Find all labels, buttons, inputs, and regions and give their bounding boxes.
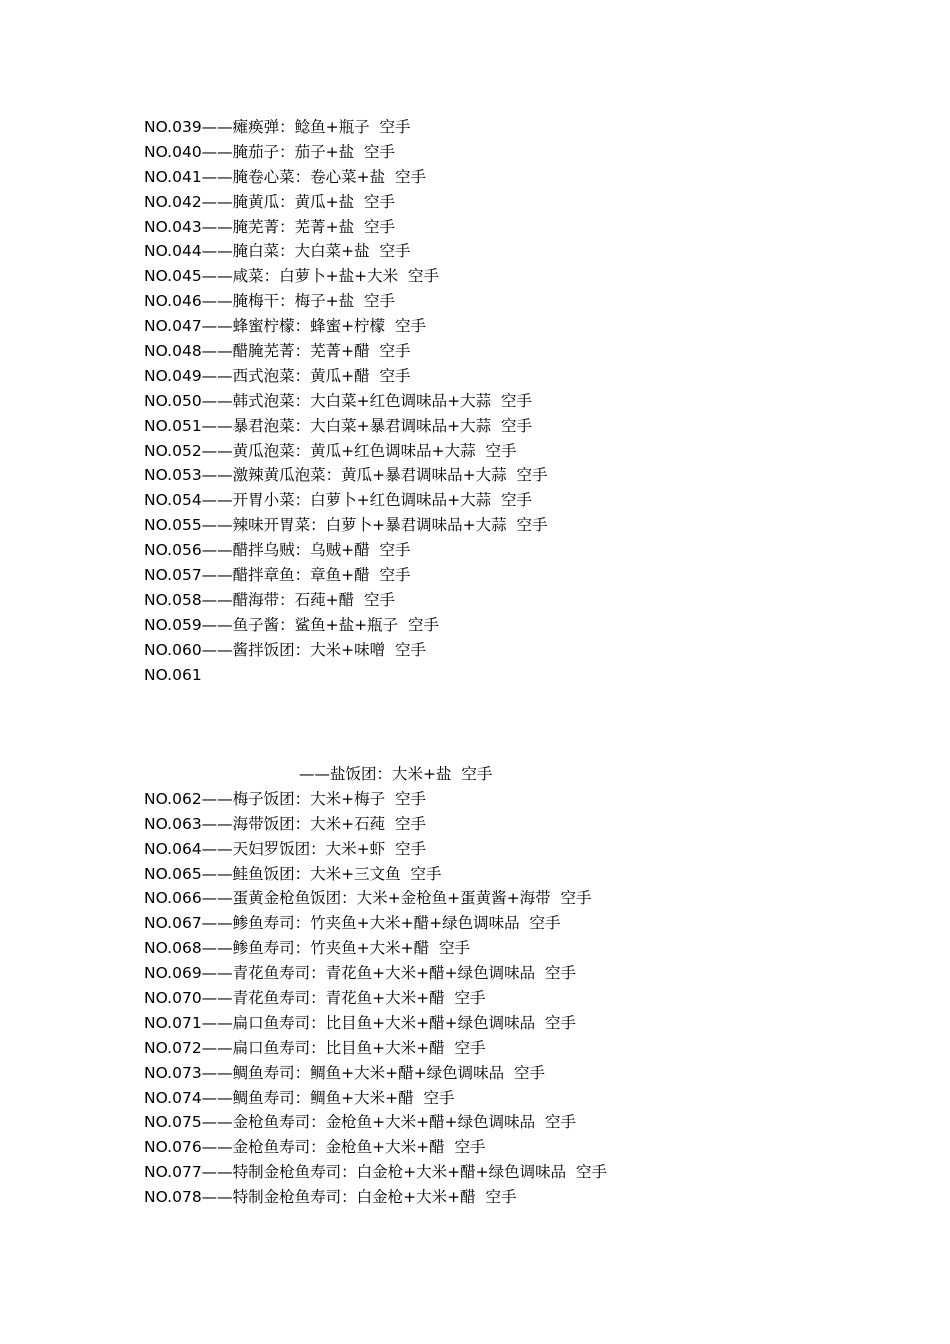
recipe-line: NO.048——醋腌芜菁：芜菁+醋 空手 xyxy=(144,342,411,361)
recipe-line: NO.070——青花鱼寿司：青花鱼+大米+醋 空手 xyxy=(144,989,486,1008)
recipe-line: NO.039——瘫痪弹：鲶鱼+瓶子 空手 xyxy=(144,118,411,136)
recipe-line: NO.074——鲷鱼寿司：鲷鱼+大米+醋 空手 xyxy=(144,1088,455,1107)
recipe-line: NO.066——蛋黄金枪鱼饭团：大米+金枪鱼+蛋黄酱+海带 空手 xyxy=(144,889,592,908)
recipe-line: NO.077——特制金枪鱼寿司：白金枪+大米+醋+绿色调味品 空手 xyxy=(144,1163,607,1182)
recipe-line: NO.040——腌茄子：茄子+盐 空手 xyxy=(144,142,396,161)
recipe-line: NO.041——腌卷心菜：卷心菜+盐 空手 xyxy=(144,167,427,186)
recipe-line: NO.043——腌芜菁：芜菁+盐 空手 xyxy=(144,217,396,236)
recipe-line: NO.052——黄瓜泡菜：黄瓜+红色调味品+大蒜 空手 xyxy=(144,441,517,460)
recipe-line: NO.044——腌白菜：大白菜+盐 空手 xyxy=(144,242,411,261)
recipe-line: NO.075——金枪鱼寿司：金枪鱼+大米+醋+绿色调味品 空手 xyxy=(144,1113,576,1132)
recipe-list-section-2 xyxy=(144,762,904,1210)
recipe-line: NO.046——腌梅干：梅子+盐 空手 xyxy=(144,292,396,311)
recipe-line: NO.071——扁口鱼寿司：比目鱼+大米+醋+绿色调味品 空手 xyxy=(144,1013,576,1032)
recipe-line: NO.063——海带饭团：大米+石莼 空手 xyxy=(144,814,427,833)
recipe-line: NO.073——鲷鱼寿司：鲷鱼+大米+醋+绿色调味品 空手 xyxy=(144,1063,545,1082)
recipe-line: NO.045——咸菜：白萝卜+盐+大米 空手 xyxy=(144,267,440,286)
recipe-line: NO.060——酱拌饭团：大米+味噌 空手 xyxy=(144,640,427,659)
recipe-line: NO.047——蜂蜜柠檬：蜂蜜+柠檬 空手 xyxy=(144,317,427,336)
recipe-line: NO.065——鲑鱼饭团：大米+三文鱼 空手 xyxy=(144,864,442,883)
recipe-line: NO.069——青花鱼寿司：青花鱼+大米+醋+绿色调味品 空手 xyxy=(144,964,576,983)
recipe-line: NO.076——金枪鱼寿司：金枪鱼+大米+醋 空手 xyxy=(144,1138,486,1157)
recipe-line: NO.055——辣味开胃菜：白萝卜+暴君调味品+大蒜 空手 xyxy=(144,516,548,535)
recipe-line: NO.042——腌黄瓜：黄瓜+盐 空手 xyxy=(144,192,396,211)
recipe-line: NO.049——西式泡菜：黄瓜+醋 空手 xyxy=(144,366,411,385)
recipe-line: NO.068——鲹鱼寿司：竹夹鱼+大米+醋 空手 xyxy=(144,939,471,958)
recipe-line: NO.078——特制金枪鱼寿司：白金枪+大米+醋 空手 xyxy=(144,1188,517,1207)
recipe-line: NO.051——暴君泡菜：大白菜+暴君调味品+大蒜 空手 xyxy=(144,416,533,435)
recipe-line: NO.067——鲹鱼寿司：竹夹鱼+大米+醋+绿色调味品 空手 xyxy=(144,914,561,933)
recipe-list-section-1 xyxy=(144,115,904,687)
recipe-line: NO.057——醋拌章鱼：章鱼+醋 空手 xyxy=(144,566,411,585)
recipe-line: NO.053——激辣黄瓜泡菜：黄瓜+暴君调味品+大蒜 空手 xyxy=(144,466,548,485)
recipe-line: NO.050——韩式泡菜：大白菜+红色调味品+大蒜 空手 xyxy=(144,391,533,410)
recipe-line: NO.072——扁口鱼寿司：比目鱼+大米+醋 空手 xyxy=(144,1038,486,1057)
recipe-line: NO.064——天妇罗饭团：大米+虾 空手 xyxy=(144,839,427,858)
recipe-line: NO.054——开胃小菜：白萝卜+红色调味品+大蒜 空手 xyxy=(144,491,533,510)
recipe-continuation-line: ——盐饭团：大米+盐 空手 xyxy=(299,765,493,783)
recipe-line: NO.059——鱼子酱：鲨鱼+盐+瓶子 空手 xyxy=(144,615,440,634)
recipe-line: NO.058——醋海带：石莼+醋 空手 xyxy=(144,590,396,609)
recipe-line: NO.061 xyxy=(144,665,202,684)
recipe-line: NO.056——醋拌乌贼：乌贼+醋 空手 xyxy=(144,541,411,560)
recipe-line: NO.062——梅子饭团：大米+梅子 空手 xyxy=(144,789,427,808)
